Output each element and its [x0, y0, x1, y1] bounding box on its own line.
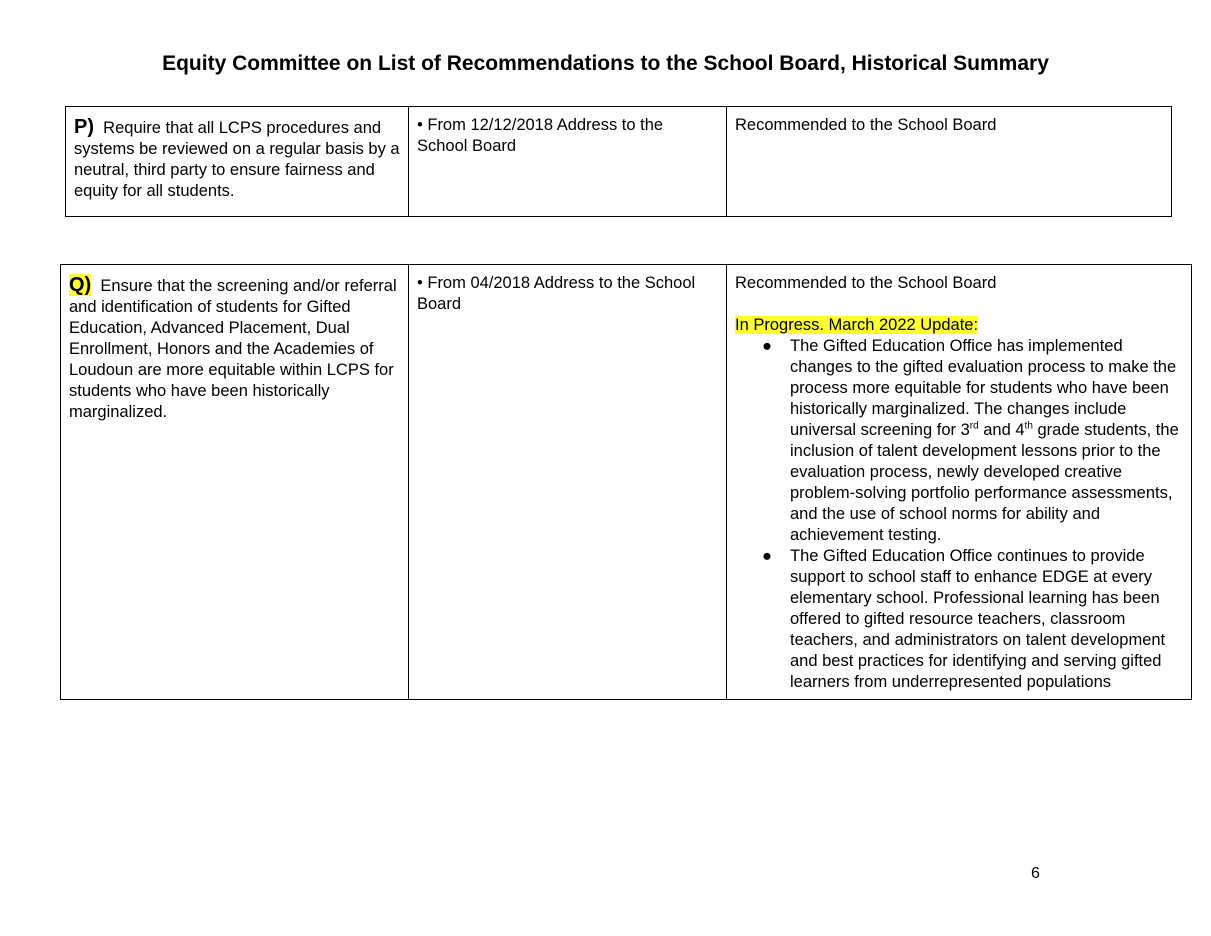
- bullet-icon: ●: [762, 547, 772, 565]
- status-text: Recommended to the School Board: [735, 116, 997, 134]
- list-item: ● The Gifted Education Office continues to provide support to school staff to enhance EDGE at every elementary school. Professional learning has been offered to gifted resource teachers, classroom teachers, and administrators on talent development and best practices for identifying and serving gifted learners from underrepresented populations: [762, 547, 1166, 691]
- source-text: • From 04/2018 Address to the School Board: [417, 274, 696, 313]
- table-row: [66, 107, 1172, 217]
- item-letter: Q): [69, 274, 92, 296]
- recommendation-text: Require that all LCPS procedures and systems be reviewed on a regular basis by a neutral, third party to ensure fairness and equity for all students.: [74, 119, 400, 200]
- status-text: Recommended to the School Board: [735, 274, 997, 292]
- recommendation-cell: [61, 265, 409, 700]
- document-title: Equity Committee on List of Recommendations to the School Board, Historical Summary: [162, 52, 1049, 75]
- status-cell: [727, 107, 1172, 217]
- update-heading: In Progress. March 2022 Update:: [735, 316, 979, 334]
- update-list: [735, 336, 1183, 693]
- bullet-icon: ●: [762, 337, 772, 355]
- source-text: • From 12/12/2018 Address to the School Board: [417, 116, 664, 155]
- recommendation-cell: [66, 107, 409, 217]
- list-item: ● The Gifted Education Office has implemented changes to the gifted evaluation process to make the process more equitable for students who have been historically marginalized. The changes include universal screening for 3rd and 4th grade students, the inclusion of talent development lessons prior to the evaluation process, newly developed creative problem-solving portfolio performance assessments, and the use of school norms for ability and achievement testing.: [762, 337, 1179, 544]
- recommendation-table-q: [60, 264, 1192, 700]
- recommendation-table-p: [65, 106, 1172, 217]
- page-number: 6: [1031, 865, 1040, 882]
- recommendation-text: Ensure that the screening and/or referral and identification of students for Gifted Education, Advanced Placement, Dual Enrollment, Honors and the Academies of Loudoun are more equitable within LCPS for students who have been historically marginalized.: [69, 277, 397, 421]
- item-letter: P): [74, 116, 94, 138]
- source-cell: [409, 265, 727, 700]
- source-cell: [409, 107, 727, 217]
- table-row: [61, 265, 1192, 700]
- status-cell: [727, 265, 1192, 700]
